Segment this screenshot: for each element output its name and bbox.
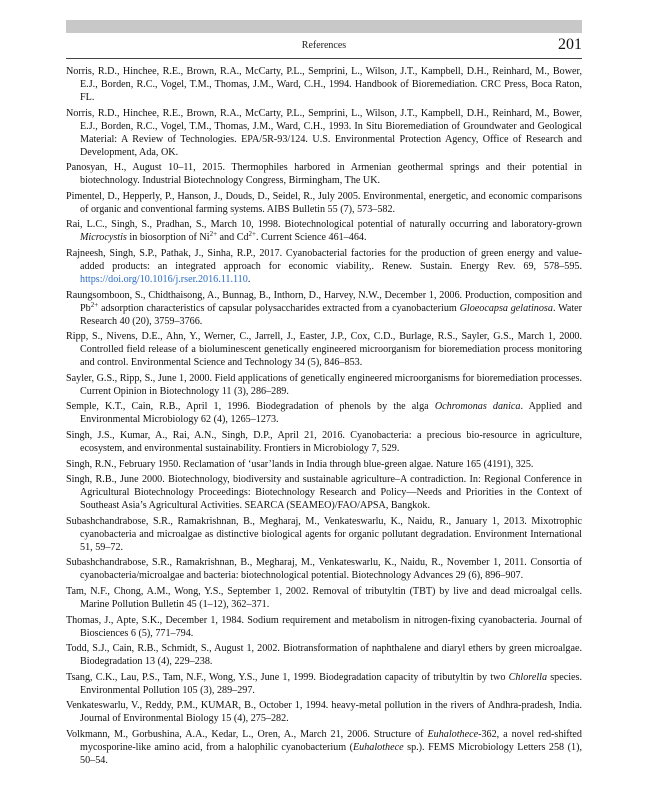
- reference-text: Sayler, G.S., Ripp, S., June 1, 2000. Field applications of genetically engineered microorganisms for bioremediation processes. Current Opinion in Biotechnology 11 (3), 286–289.: [66, 372, 582, 397]
- reference-text: Thomas, J., Apte, S.K., December 1, 1984. Sodium requirement and metabolism in nitrogen-fixing cyanobacteria. Journal of Biosciences 6 (5), 771–794.: [66, 614, 582, 639]
- reference-entry: [66, 107, 582, 159]
- reference-text: Panosyan, H., August 10–11, 2015. Thermophiles harbored in Armenian geothermal springs and their potential in biotechnology. Industrial Biotechnology Congress, Birmingham, The UK.: [66, 162, 582, 187]
- reference-entry: [66, 556, 582, 582]
- italic-text: Euhalothece: [427, 728, 479, 740]
- reference-text: Semple, K.T., Cain, R.B., April 1, 1996. Biodegradation of phenols by the alga: [66, 401, 435, 413]
- reference-text: .: [247, 273, 251, 285]
- reference-entry: [66, 190, 582, 216]
- reference-text: Volkmann, M., Gorbushina, A.A., Kedar, L., Oren, A., March 21, 2006. Structure of: [66, 728, 428, 740]
- reference-text: . Water Research 40 (20), 3759–3766.: [80, 302, 583, 327]
- reference-text: -362, a novel red-shifted mycosporine-like amino acid, from a halophilic cyanobacterium (: [80, 728, 582, 753]
- reference-text: Singh, J.S., Kumar, A., Rai, A.N., Singh, D.P., April 21, 2016. Cyanobacteria: a precious bio-resource in agriculture, ecosystem, and environmental sustainability. Frontiers in Microbiology 7, 529.: [66, 429, 582, 454]
- reference-entry: [66, 330, 582, 369]
- superscript: 2+: [248, 230, 256, 239]
- reference-text: . Applied and Environmental Microbiology 62 (4), 1265–1273.: [80, 401, 582, 426]
- reference-text: Norris, R.D., Hinchee, R.E., Brown, R.A., McCarty, P.L., Semprini, L., Wilson, J.T., Kampbell, D.H., Reinhard, M., Bower, E.J., Borden, R.C., Vogel, T.M., Thomas, J.M., Ward, C.H., 1994. Handbook of Bioremediation. CRC Press, Boca Raton, FL.: [66, 66, 582, 103]
- reference-entry: [66, 642, 582, 668]
- running-title: References: [301, 40, 347, 51]
- reference-text: Venkateswarlu, V., Reddy, P.M., KUMAR, B., October 1, 1994. heavy-metal pollution in the rivers of Andhra-pradesh, India. Journal of Environmental Biology 15 (4), 275–282.: [66, 700, 582, 725]
- reference-entry: [66, 218, 582, 244]
- reference-text: and Cd: [217, 232, 249, 244]
- reference-entry: [66, 247, 582, 286]
- page-number: 201: [558, 36, 582, 53]
- reference-entry: [66, 161, 582, 187]
- header-bar: [66, 20, 582, 33]
- reference-entry: [66, 699, 582, 725]
- reference-text: Todd, S.J., Cain, R.B., Schmidt, S., August 1, 2002. Biotransformation of naphthalene and diaryl ethers by green microalgae. Biodegradation 13 (4), 229–238.: [66, 643, 582, 668]
- reference-text: Rajneesh, Singh, S.P., Pathak, J., Sinha, R.P., 2017. Cyanobacterial factories for the production of green energy and value-added products: an integrated approach for economic viability,. Renew. Sustain. Energy Rev. 69, 578–595.: [66, 247, 582, 272]
- reference-entry: [66, 458, 582, 471]
- reference-entry: [66, 728, 582, 767]
- running-head: [66, 36, 582, 59]
- italic-text: Microcystis: [80, 232, 127, 244]
- reference-text: Pimentel, D., Hepperly, P., Hanson, J., Douds, D., Seidel, R., July 2005. Environmental, energetic, and economic comparisons of organic and conventional farming systems. AIBS Bulletin 55 (7), 573–582.: [66, 190, 582, 215]
- reference-entry: [66, 614, 582, 640]
- reference-text: Subashchandrabose, S.R., Ramakrishnan, B., Megharaj, M., Venkateswarlu, K., Naidu, R., November 1, 2011. Consortia of cyanobacteria/microalgae and bacteria: biotechnological potential. Biotechnology Advances 29 (6), 896–907.: [66, 557, 582, 582]
- reference-entry: [66, 372, 582, 398]
- reference-entry: [66, 429, 582, 455]
- reference-text: adsorption characteristics of capsular polysaccharides extracted from a cyanobacterium: [98, 302, 460, 314]
- italic-text: Ochromonas danica: [434, 401, 521, 413]
- italic-text: Gloeocapsa gelatinosa: [459, 302, 553, 314]
- reference-list: [66, 65, 582, 769]
- reference-text: Raungsomboon, S., Chidthaisong, A., Bunnag, B., Inthorn, D., Harvey, N.W., December 1, 2006. Production, composition and Pb: [66, 289, 582, 314]
- reference-text: . Current Science 461–464.: [255, 232, 367, 244]
- reference-text: Singh, R.B., June 2000. Biotechnology, biodiversity and sustainable agriculture–A contradiction. In: Regional Conference in Agricultural Biotechnology Proceedings: Biotechnology Research and Policy—Needs and Priorities in the Context of Southeast Asia’s Agricultural Activities. SEARCA (SEAMEO)/FAO/APSA, Bangkok.: [66, 474, 582, 512]
- reference-text: Singh, R.N., February 1950. Reclamation of ‘usar’lands in India through blue-green algae. Nature 165 (4191), 325.: [66, 458, 534, 470]
- reference-text: Tam, N.F., Chong, A.M., Wong, Y.S., September 1, 2002. Removal of tributyltin (TBT) by live and dead microalgal cells. Marine Pollution Bulletin 45 (1–12), 362–371.: [66, 585, 582, 610]
- reference-text: Tsang, C.K., Lau, P.S., Tam, N.F., Wong, Y.S., June 1, 1999. Biodegradation capacity of tributyltin by two: [66, 671, 509, 683]
- superscript: 2+: [90, 300, 99, 309]
- reference-text: Subashchandrabose, S.R., Ramakrishnan, B., Megharaj, M., Venkateswarlu, K., Naidu, R., January 1, 2013. Mixotrophic cyanobacteria and microalgae as distinctive biological agents for organic pollutant degradation. Environment International 51, 59–72.: [66, 515, 582, 553]
- reference-entry: [66, 671, 582, 697]
- italic-text: Euhalothece: [352, 741, 404, 753]
- reference-text: Ripp, S., Nivens, D.E., Ahn, Y., Werner, C., Jarrell, J., Easter, J.P., Cox, C.D., Burlage, R.S., Sayler, G.S., March 1, 2000. Controlled field release of a bioluminescent genetically engineered microorganism for bioremediation process monitoring and control. Environmental Science and Technology 34 (5), 846–853.: [66, 331, 582, 369]
- reference-text: in biosorption of Ni: [126, 232, 210, 244]
- reference-text: Rai, L.C., Singh, S., Pradhan, S., March 10, 1998. Biotechnological potential of naturally occurring and laboratory-grown: [66, 219, 582, 231]
- doi-link[interactable]: https://doi.org/10.1016/j.rser.2016.11.110: [80, 273, 248, 285]
- reference-entry: [66, 289, 582, 328]
- reference-text: Norris, R.D., Hinchee, R.E., Brown, R.A., McCarty, P.L., Semprini, L., Wilson, J.T., Kampbell, D.H., Reinhard, M., Bower, E.J., Borden, R.C., Vogel, T.M., Thomas, J.M., Ward, C.H., 1993. In Situ Bioremediation of Groundwater and Geological Material: A Review of Technologies. EPA/5R-93/124. U.S. Environmental Protection Agency, Office of Research and Development, Ada, OK.: [66, 107, 582, 158]
- reference-entry: [66, 585, 582, 611]
- reference-text: sp.). FEMS Microbiology Letters 258 (1), 50–54.: [80, 741, 582, 766]
- reference-entry: [66, 65, 582, 104]
- reference-entry: [66, 473, 582, 512]
- superscript: 2+: [209, 230, 218, 239]
- reference-entry: [66, 515, 582, 554]
- reference-text: species. Environmental Pollution 105 (3), 289–297.: [80, 671, 582, 696]
- italic-text: Chlorella: [508, 671, 548, 683]
- reference-entry: [66, 400, 582, 426]
